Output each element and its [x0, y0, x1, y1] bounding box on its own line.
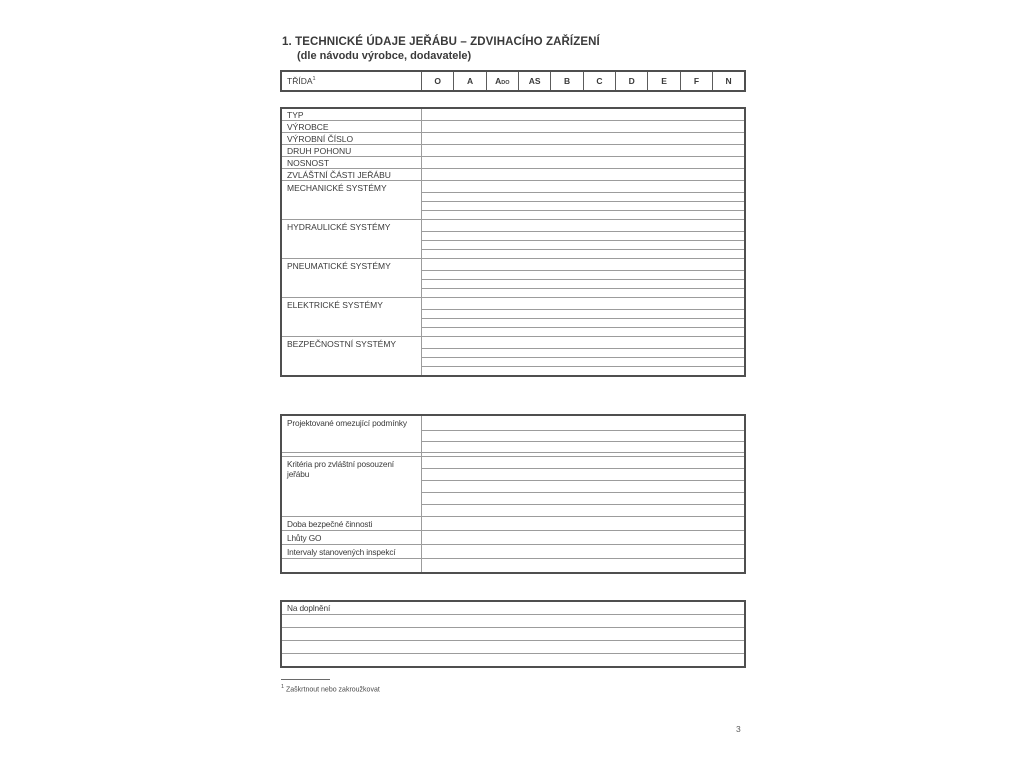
class-cell: [454, 71, 486, 91]
input-line: [422, 280, 746, 289]
table-row: [281, 337, 745, 349]
table-row: [281, 415, 745, 431]
group-label: HYDRAULICKÉ SYSTÉMY: [281, 220, 422, 259]
row-label: ZVLÁŠTNÍ ČÁSTI JEŘÁBU: [281, 169, 422, 181]
footnote-mark: 1: [281, 684, 285, 690]
form-page: [280, 0, 746, 768]
table-row: [281, 517, 745, 531]
class-cell: [648, 71, 680, 91]
input-line: [422, 181, 746, 193]
group-label: BEZPEČNOSTNÍ SYSTÉMY: [281, 337, 422, 377]
class-cell: [583, 71, 615, 91]
class-cell-sublabel: DO: [501, 80, 510, 86]
input-line: [281, 641, 745, 654]
input-line: [422, 133, 746, 145]
input-line: [422, 481, 746, 493]
table-row: [281, 169, 745, 181]
class-label-text: TŘÍDA: [287, 76, 313, 86]
input-line: [422, 202, 746, 211]
class-cell-label: F: [693, 76, 700, 86]
table-row: [281, 601, 745, 615]
class-cell: [713, 71, 745, 91]
input-line: [422, 145, 746, 157]
conditions-table: [280, 414, 746, 574]
input-line: [422, 559, 746, 574]
row-label: Intervaly stanovených inspekcí: [281, 545, 422, 559]
input-line: [281, 654, 745, 668]
row-label: VÝROBNÍ ČÍSLO: [281, 133, 422, 145]
input-line: [422, 469, 746, 481]
input-line: [422, 517, 746, 531]
table-row: [281, 298, 745, 310]
footnote-text: Zaškrtnout nebo zakroužkovat: [286, 686, 380, 694]
class-cell-label: O: [434, 76, 441, 86]
class-cell: [551, 71, 583, 91]
table-row: [281, 615, 745, 628]
input-line: [422, 157, 746, 169]
footnote: [281, 684, 380, 693]
input-line: [422, 298, 746, 310]
input-line: [422, 337, 746, 349]
page-number: 3: [736, 724, 741, 734]
table-row: [281, 121, 745, 133]
input-line: [422, 442, 746, 453]
row-label: DRUH POHONU: [281, 145, 422, 157]
class-cell: [616, 71, 648, 91]
class-table-label: [281, 71, 422, 91]
table-row: [281, 545, 745, 559]
class-cell: [680, 71, 712, 91]
row-label: [281, 559, 422, 574]
supplement-header: Na doplnění: [281, 601, 745, 615]
technical-data-table: [280, 107, 746, 377]
input-line: [422, 531, 746, 545]
group-label: ELEKTRICKÉ SYSTÉMY: [281, 298, 422, 337]
input-line: [422, 328, 746, 337]
page-subtitle: (dle návodu výrobce, dodavatele): [297, 50, 472, 62]
table-row: [281, 641, 745, 654]
row-label: NOSNOST: [281, 157, 422, 169]
input-line: [422, 241, 746, 250]
class-label-footnote-mark: 1: [312, 76, 316, 83]
footnote-rule: [281, 679, 330, 680]
page-title: 1. TECHNICKÉ ÚDAJE JEŘÁBU – ZDVIHACÍHO ZAŘÍZENÍ: [282, 36, 600, 48]
table-row: [281, 531, 745, 545]
input-line: [422, 349, 746, 358]
table-row: [281, 654, 745, 668]
input-line: [422, 220, 746, 232]
row-label: VÝROBCE: [281, 121, 422, 133]
input-line: [422, 367, 746, 377]
input-line: [281, 628, 745, 641]
table-row: [281, 108, 745, 121]
class-cell-label: C: [596, 76, 603, 86]
input-line: [281, 615, 745, 628]
class-cell-label: E: [661, 76, 667, 86]
input-line: [422, 250, 746, 259]
input-line: [422, 259, 746, 271]
class-cell-label: D: [628, 76, 635, 86]
input-line: [422, 310, 746, 319]
class-cell: [486, 71, 518, 91]
input-line: [422, 232, 746, 241]
input-line: [422, 319, 746, 328]
group-label: PNEUMATICKÉ SYSTÉMY: [281, 259, 422, 298]
table-row: [281, 157, 745, 169]
row-label: TYP: [281, 108, 422, 121]
input-line: [422, 493, 746, 505]
input-line: [422, 121, 746, 133]
row-label: Lhůty GO: [281, 531, 422, 545]
input-line: [422, 271, 746, 280]
input-line: [422, 193, 746, 202]
table-row: [281, 133, 745, 145]
class-cell: [519, 71, 551, 91]
class-cell-label: B: [563, 76, 571, 86]
crane-class-table: [280, 70, 746, 92]
row-label: Doba bezpečné činnosti: [281, 517, 422, 531]
input-line: [422, 457, 746, 469]
input-line: [422, 431, 746, 442]
table-row: [281, 457, 745, 469]
input-line: [422, 545, 746, 559]
input-line: [422, 289, 746, 298]
table-row: [281, 628, 745, 641]
table-row: [281, 259, 745, 271]
class-cell-label: A: [466, 76, 474, 86]
class-cell-label: N: [725, 76, 732, 86]
input-line: [422, 415, 746, 431]
table-row: [281, 220, 745, 232]
title-block: [282, 36, 600, 62]
class-cell-label: A: [495, 76, 502, 86]
table-row: [281, 559, 745, 574]
group-label: Kritéria pro zvláštní posouzení jeřábu: [281, 457, 422, 517]
input-line: [422, 505, 746, 517]
table-row: [281, 145, 745, 157]
group-label: MECHANICKÉ SYSTÉMY: [281, 181, 422, 220]
class-cell-label: AS: [528, 76, 541, 86]
input-line: [422, 358, 746, 367]
input-line: [422, 108, 746, 121]
supplement-table: [280, 600, 746, 668]
class-cell: [422, 71, 454, 91]
group-label: Projektované omezující podmínky: [281, 415, 422, 453]
table-row: [281, 181, 745, 193]
input-line: [422, 169, 746, 181]
input-line: [422, 211, 746, 220]
table-row: [281, 71, 745, 91]
